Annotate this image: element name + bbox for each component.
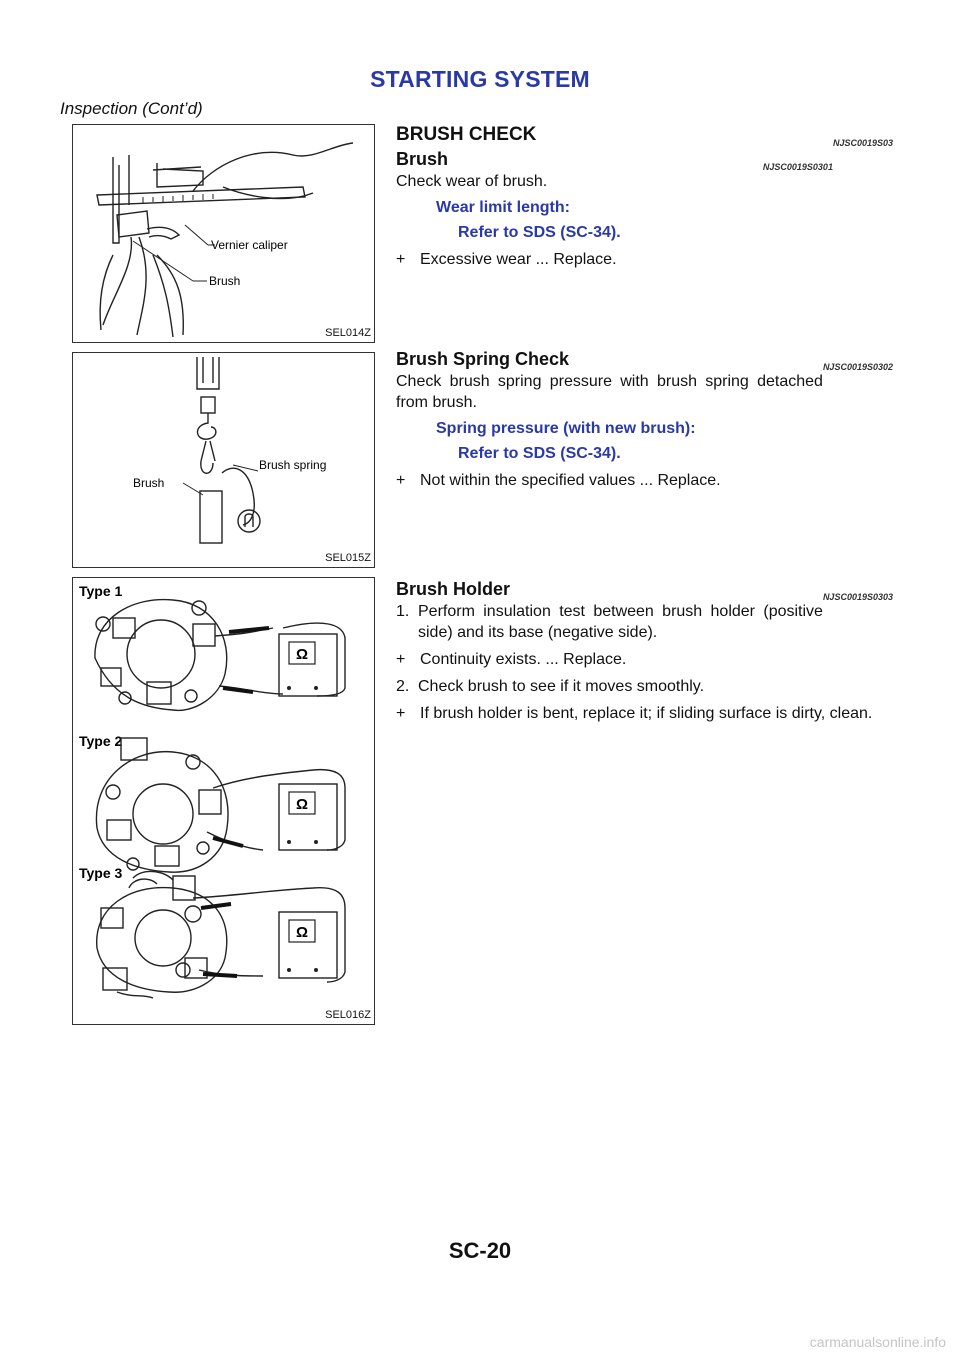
- spec-value: Refer to SDS (SC-34).: [458, 224, 621, 241]
- spring-body: Check brush spring pressure with brush spring detached from brush.: [396, 373, 823, 411]
- bullet-marker: +: [396, 651, 406, 668]
- ohmmeter-symbol: Ω: [295, 796, 309, 813]
- page-subtitle: Inspection (Cont’d): [60, 99, 203, 118]
- bullet-item: [396, 703, 893, 724]
- section-heading: [396, 124, 893, 146]
- bullet-text: Not within the specified values ... Replace.: [420, 472, 721, 489]
- figure-brush-holder: [72, 577, 375, 1025]
- brush-ref: NJSC0019S0301: [762, 162, 833, 172]
- bullet-text: If brush holder is bent, replace it; if sliding surface is dirty, clean.: [420, 705, 873, 722]
- brush-check-title: BRUSH CHECK: [396, 124, 537, 145]
- type-2-label: Type 2: [79, 733, 123, 749]
- page-title: STARTING SYSTEM: [370, 66, 590, 92]
- bullet-item: [396, 649, 893, 670]
- brush-spring-label: Brush spring: [259, 458, 327, 472]
- figure-code: SEL016Z: [325, 1009, 371, 1021]
- vernier-caliper-illustration: [73, 125, 374, 342]
- spring-title: Brush Spring Check: [396, 349, 570, 369]
- spec-label: Wear limit length:: [436, 199, 570, 216]
- brush-check-section: [396, 124, 893, 270]
- figure-vernier-caliper: [72, 124, 375, 343]
- bullet-item: [396, 470, 893, 491]
- numbered-step: [396, 676, 893, 697]
- subsection-heading: [396, 578, 893, 600]
- brush-spring-illustration: [73, 353, 374, 567]
- bullet-text: Excessive wear ... Replace.: [420, 251, 617, 268]
- step-number: 2.: [396, 678, 410, 695]
- bullet-item: [396, 249, 893, 270]
- spec-value: Refer to SDS (SC-34).: [458, 445, 621, 462]
- bullet-marker: +: [396, 251, 406, 268]
- holder-title: Brush Holder: [396, 579, 511, 599]
- step-text: Perform insulation test between brush holder (positive side) and its base (negative side).: [418, 603, 823, 641]
- watermark: carmanualsonline.info: [809, 1334, 946, 1350]
- vernier-caliper-label: Vernier caliper: [211, 238, 288, 252]
- spec-label: Spring pressure (with new brush):: [436, 420, 696, 437]
- bullet-text: Continuity exists. ... Replace.: [420, 651, 627, 668]
- brush-spring-section: [396, 348, 893, 491]
- brush-check-ref: NJSC0019S03: [832, 138, 893, 148]
- brush-holder-section: [396, 578, 893, 724]
- page-number: SC-20: [448, 1238, 512, 1263]
- brush-label: Brush: [209, 274, 241, 288]
- ohmmeter-symbol: Ω: [295, 924, 309, 941]
- brush-body: Check wear of brush.: [396, 173, 548, 190]
- brush-holder-illustration: [73, 578, 374, 1024]
- subsection-heading: [396, 148, 893, 170]
- step-text: Check brush to see if it moves smoothly.: [418, 678, 705, 695]
- figure-code: SEL014Z: [325, 327, 371, 339]
- subsection-heading: [396, 348, 893, 370]
- spring-ref: NJSC0019S0302: [822, 362, 893, 372]
- ohmmeter-symbol: Ω: [295, 646, 309, 663]
- figure-code: SEL015Z: [325, 552, 371, 564]
- type-1-label: Type 1: [79, 583, 123, 599]
- brush-title: Brush: [396, 149, 449, 169]
- bullet-marker: +: [396, 705, 406, 722]
- holder-ref: NJSC0019S0303: [822, 592, 893, 602]
- brush-label: Brush: [133, 476, 165, 490]
- numbered-step: [396, 601, 893, 643]
- bullet-marker: +: [396, 472, 406, 489]
- step-number: 1.: [396, 603, 410, 620]
- figure-brush-spring: [72, 352, 375, 568]
- type-3-label: Type 3: [79, 865, 123, 881]
